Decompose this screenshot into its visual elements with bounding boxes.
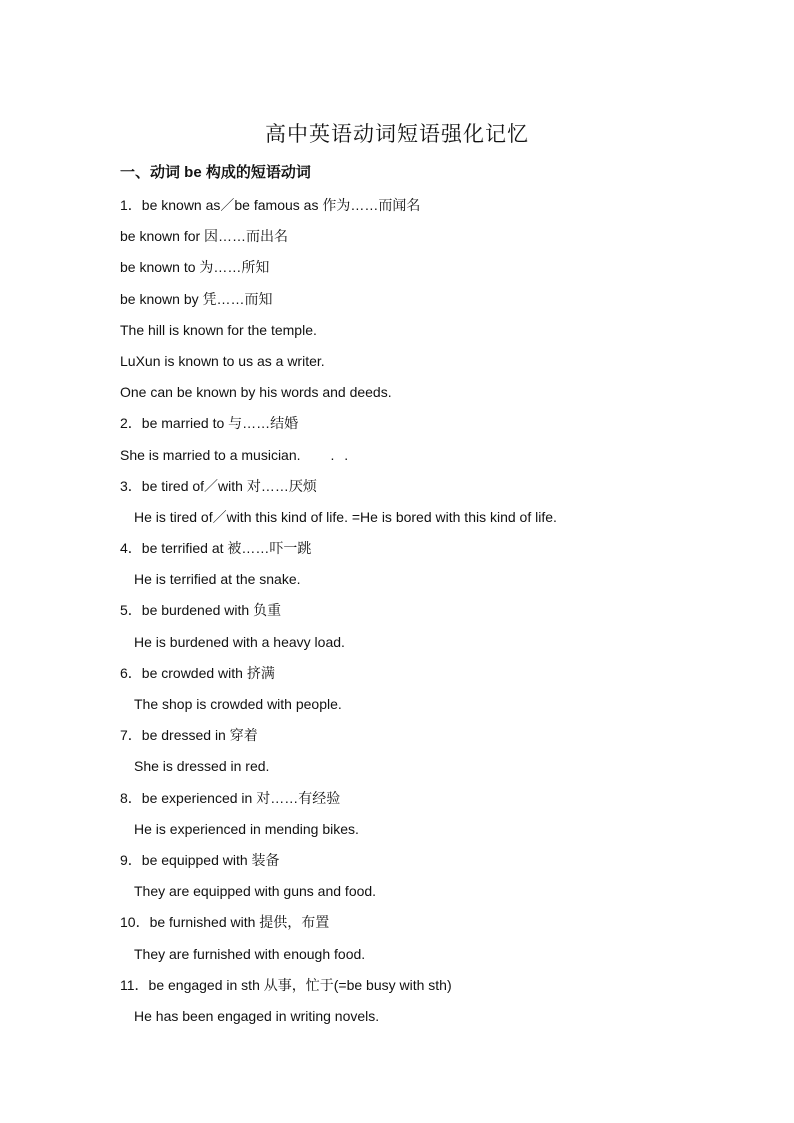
line-text: 6．be crowded with 挤满 <box>120 664 275 681</box>
line-text: be known for 因……而出名 <box>120 228 289 245</box>
example-sentence <box>120 381 720 412</box>
line-text: They are furnished with enough food. <box>134 945 366 962</box>
example-sentence <box>120 755 720 786</box>
line-text: 10．be furnished with 提供，布置 <box>120 914 330 931</box>
line-text: 4．be terrified at 被……吓一跳 <box>120 540 312 557</box>
example-sentence <box>120 631 720 662</box>
line-text: 3．be tired of／with 对……厌烦 <box>120 477 317 494</box>
line-text: LuXun is known to us as a writer. <box>120 352 325 369</box>
line-text: be known to 为……所知 <box>120 259 270 276</box>
phrase-entry-10 <box>120 911 720 942</box>
phrase-entry-5 <box>120 599 720 630</box>
phrase-list <box>120 194 720 1036</box>
line-text: She is dressed in red. <box>134 758 270 775</box>
example-sentence <box>120 943 720 974</box>
section-heading: 一、动词 be 构成的短语动词 <box>120 164 311 181</box>
line-text: He is experienced in mending bikes. <box>134 820 359 837</box>
phrase-entry-6 <box>120 662 720 693</box>
line-text: He is tired of／with this kind of life. =He is bored with this kind of life. <box>134 508 557 525</box>
document-title: 高中英语动词短语强化记忆 <box>265 122 529 146</box>
line-text: 8．be experienced in 对……有经验 <box>120 789 341 806</box>
line-text: 1．be known as／be famous as 作为……而闻名 <box>120 197 421 213</box>
line-text: 5．be burdened with 负重 <box>120 602 282 619</box>
phrase-entry-3 <box>120 475 720 506</box>
phrase-entry-4 <box>120 537 720 568</box>
line-text: be known by 凭……而知 <box>120 290 273 307</box>
example-sentence <box>120 1005 720 1036</box>
example-sentence <box>120 568 720 599</box>
line-text: 9．be equipped with 装备 <box>120 851 280 868</box>
example-sentence <box>120 818 720 849</box>
line-text: They are equipped with guns and food. <box>134 883 377 900</box>
example-sentence <box>120 444 720 475</box>
line-text: He is terrified at the snake. <box>134 571 301 588</box>
example-sentence <box>120 319 720 350</box>
line-text: He is burdened with a heavy load. <box>134 633 345 650</box>
example-sentence <box>120 350 720 381</box>
line-text: One can be known by his words and deeds. <box>120 384 392 401</box>
example-sentence <box>120 880 720 911</box>
phrase-variant-known-to <box>120 256 720 287</box>
line-text: 11．be engaged in sth 从事，忙于(=be busy with sth) <box>120 976 452 993</box>
example-sentence <box>120 693 720 724</box>
phrase-entry-7 <box>120 724 720 755</box>
phrase-entry-11 <box>120 974 720 1005</box>
example-sentence <box>120 506 720 537</box>
trailing-dots: . . <box>330 446 352 463</box>
phrase-variant-known-for <box>120 225 720 256</box>
line-text: The shop is crowded with people. <box>134 696 342 712</box>
phrase-entry-8 <box>120 787 720 818</box>
phrase-entry-2 <box>120 412 720 443</box>
phrase-entry-1 <box>120 194 720 225</box>
phrase-entry-9 <box>120 849 720 880</box>
line-text: He has been engaged in writing novels. <box>134 1007 380 1024</box>
line-text: The hill is known for the temple. <box>120 321 317 338</box>
phrase-variant-known-by <box>120 288 720 319</box>
line-text: She is married to a musician. <box>120 446 301 463</box>
line-text: 2．be married to 与……结婚 <box>120 415 299 432</box>
line-text: 7．be dressed in 穿着 <box>120 727 258 744</box>
